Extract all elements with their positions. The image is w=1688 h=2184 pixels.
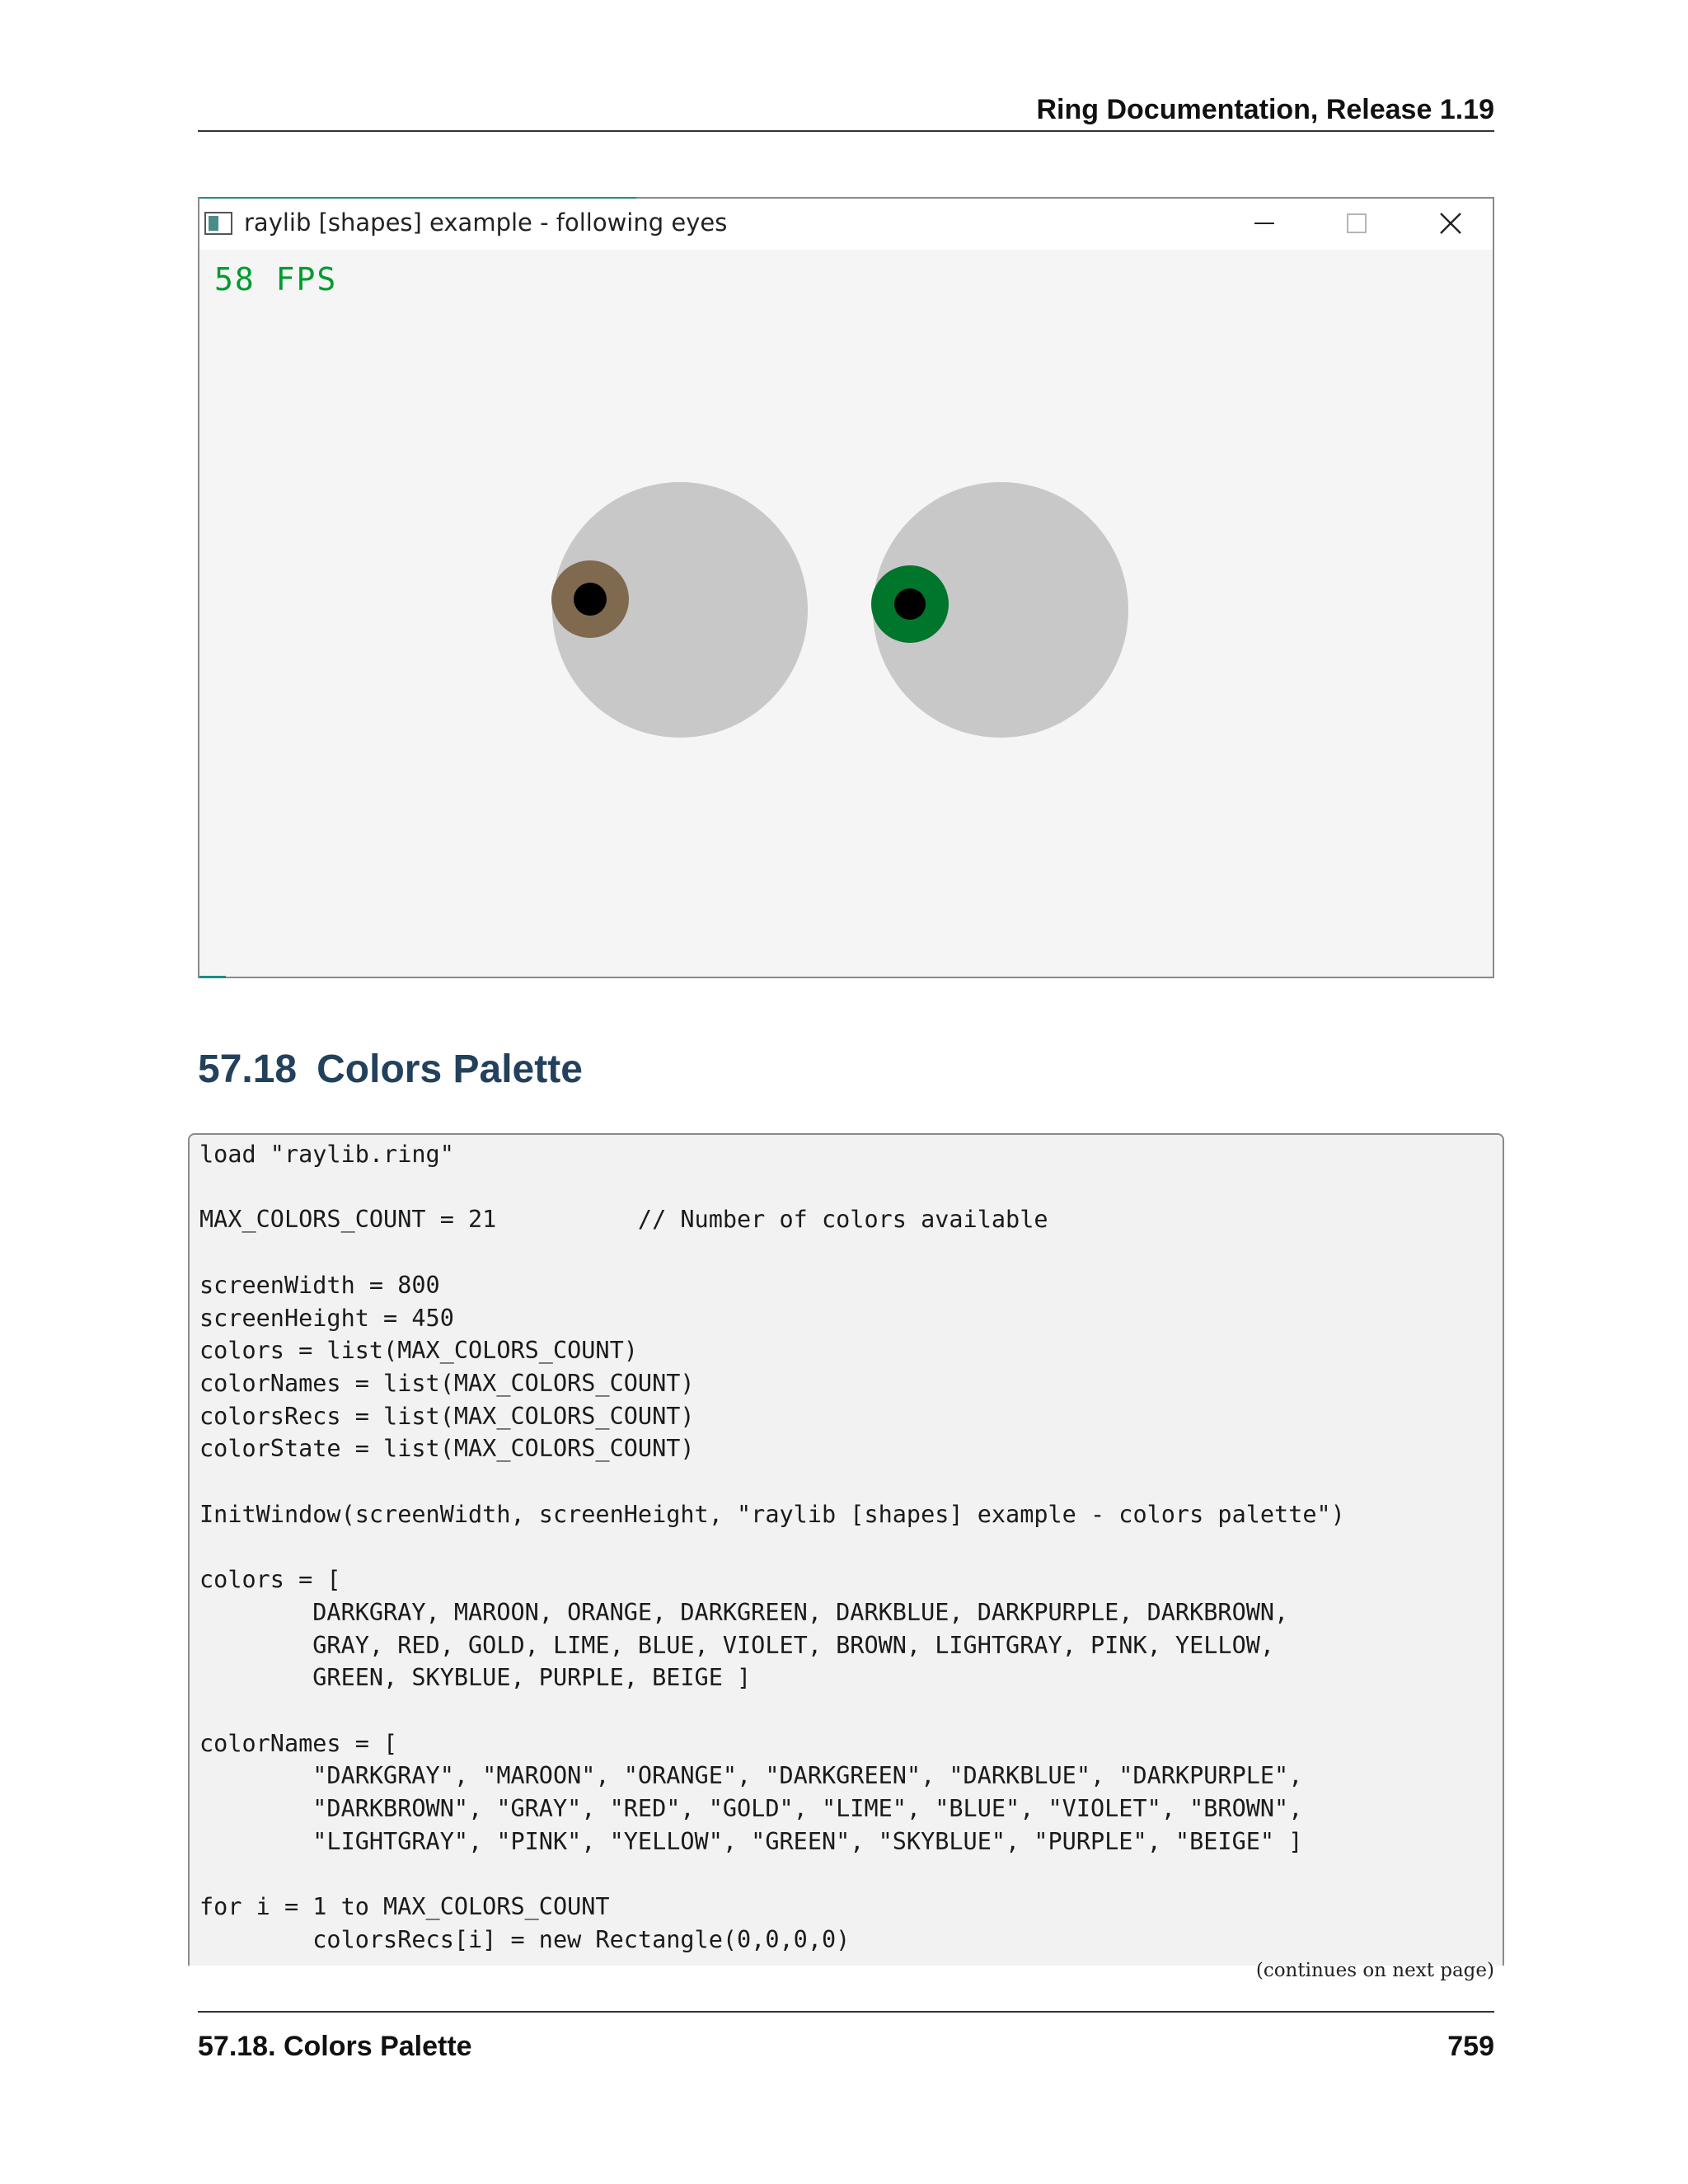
close-icon bbox=[1426, 205, 1475, 241]
section-number: 57.18 bbox=[198, 1047, 298, 1091]
continues-note: (continues on next page) bbox=[1255, 1960, 1494, 1981]
footer-section: 57.18. Colors Palette bbox=[198, 2031, 472, 2062]
document-title: Ring Documentation, Release 1.19 bbox=[1036, 94, 1494, 125]
minimize-button[interactable] bbox=[1240, 205, 1289, 241]
code-line: colorsRecs = list(MAX_COLORS_COUNT) bbox=[199, 1402, 695, 1430]
raylib-window-screenshot bbox=[198, 197, 1494, 978]
close-button[interactable] bbox=[1426, 205, 1475, 241]
code-line: GRAY, RED, GOLD, LIME, BLUE, VIOLET, BROWN, LIGHTGRAY, PINK, YELLOW, bbox=[199, 1631, 1275, 1659]
render-canvas bbox=[199, 250, 1493, 977]
window-titlebar[interactable] bbox=[199, 199, 1493, 250]
code-line: colors = list(MAX_COLORS_COUNT) bbox=[199, 1337, 638, 1365]
code-line: "DARKGRAY", "MAROON", "ORANGE", "DARKGREEN", "DARKBLUE", "DARKPURPLE", bbox=[199, 1762, 1303, 1790]
section-heading bbox=[198, 1047, 583, 1092]
code-block bbox=[188, 1133, 1504, 1966]
maximize-icon bbox=[1332, 205, 1381, 241]
maximize-button[interactable] bbox=[1332, 205, 1381, 241]
code-line: load "raylib.ring" bbox=[199, 1141, 454, 1168]
code-line: GREEN, SKYBLUE, PURPLE, BEIGE ] bbox=[199, 1664, 752, 1692]
code-line: colors = [ bbox=[199, 1566, 341, 1594]
code-line: colorState = list(MAX_COLORS_COUNT) bbox=[199, 1435, 695, 1463]
code-line: colorsRecs[i] = new Rectangle(0,0,0,0) bbox=[199, 1925, 851, 1953]
window-accent-bottom bbox=[199, 976, 226, 978]
code-line: "LIGHTGRAY", "PINK", "YELLOW", "GREEN", "SKYBLUE", "PURPLE", "BEIGE" ] bbox=[199, 1827, 1303, 1855]
fps-counter: 58 FPS bbox=[214, 261, 338, 298]
window-title: raylib [shapes] example - following eyes bbox=[244, 209, 728, 237]
code-line: colorNames = [ bbox=[199, 1729, 398, 1757]
page-header bbox=[198, 89, 1494, 132]
app-icon bbox=[204, 212, 232, 235]
minimize-icon bbox=[1240, 205, 1289, 241]
section-title: Colors Palette bbox=[316, 1047, 583, 1091]
right-eye-pupil bbox=[894, 588, 926, 620]
eyes-drawing bbox=[199, 250, 1493, 977]
code-line: for i = 1 to MAX_COLORS_COUNT bbox=[199, 1893, 610, 1921]
code-line: DARKGRAY, MAROON, ORANGE, DARKGREEN, DARKBLUE, DARKPURPLE, DARKBROWN, bbox=[199, 1598, 1289, 1626]
code-listing bbox=[199, 1138, 1345, 1957]
page-number: 759 bbox=[1447, 2031, 1494, 2062]
code-line: MAX_COLORS_COUNT = 21 // Number of colors available bbox=[199, 1206, 1048, 1234]
code-line: screenWidth = 800 bbox=[199, 1271, 440, 1299]
code-line: colorNames = list(MAX_COLORS_COUNT) bbox=[199, 1369, 695, 1397]
code-line: screenHeight = 450 bbox=[199, 1304, 454, 1332]
code-line: InitWindow(screenWidth, screenHeight, "raylib [shapes] example - colors palette") bbox=[199, 1500, 1345, 1528]
left-eye-pupil bbox=[574, 583, 607, 616]
page-footer bbox=[198, 2011, 1494, 2062]
code-line: "DARKBROWN", "GRAY", "RED", "GOLD", "LIME", "BLUE", "VIOLET", "BROWN", bbox=[199, 1795, 1303, 1823]
